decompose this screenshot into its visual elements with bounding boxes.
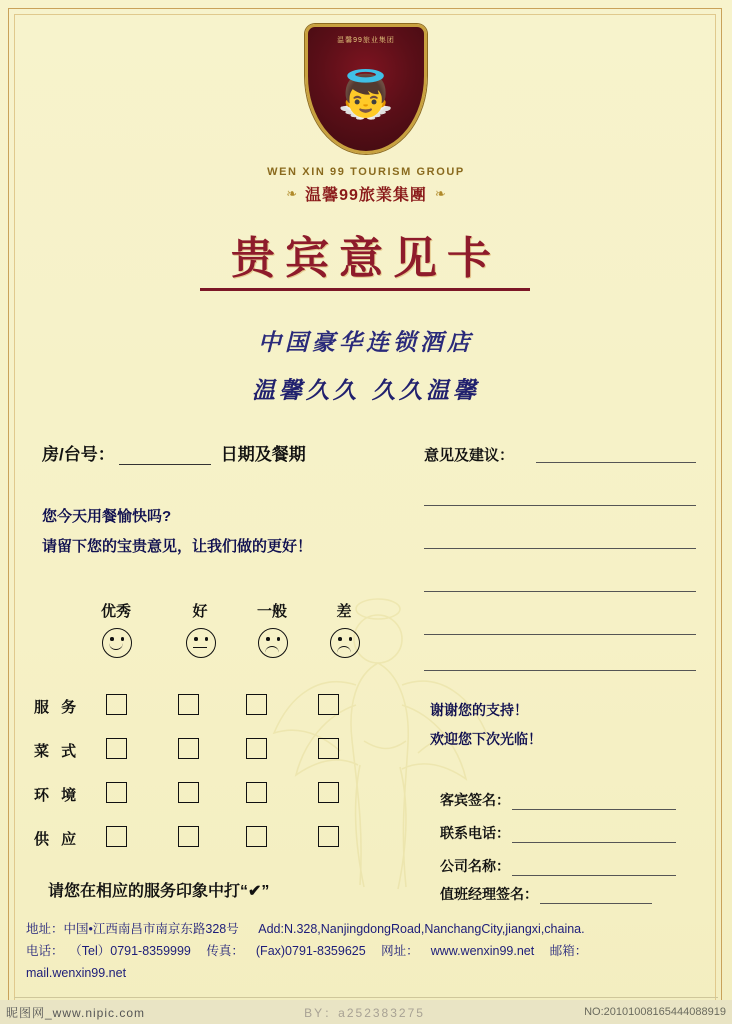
checkbox-environment-good[interactable] [178,782,199,803]
room-number-input[interactable] [119,448,211,465]
opinion-input-line-6[interactable] [424,670,696,671]
company-name-label: 公司名称： [440,858,510,874]
rating-face-row [42,628,372,668]
checkbox-dishes-average[interactable] [246,738,267,759]
watermark-id: NO:20101008165444088919 [584,1006,726,1018]
duty-manager-input[interactable] [540,889,652,904]
criteria-label-environment: 环 境 [34,787,81,804]
checkbox-service-average[interactable] [246,694,267,715]
rating-header-poor: 差 [336,603,352,620]
checkbox-dishes-excellent[interactable] [106,738,127,759]
page-title: 贵宾意见卡 [231,233,501,284]
checkbox-dishes-poor[interactable] [318,738,339,759]
checkbox-service-good[interactable] [178,694,199,715]
footer-contact-row [26,940,706,984]
criteria-label-supply: 供 应 [34,831,81,848]
checkbox-supply-poor[interactable] [318,826,339,847]
smiley-sad-icon [258,628,288,658]
brand-chinese-row [286,182,446,205]
flourish-left-icon: ❧ [286,185,298,201]
criteria-label-service: 服 务 [34,699,81,716]
checkbox-environment-poor[interactable] [318,782,339,803]
brand-chinese-name: 温馨99旅業集團 [305,187,427,204]
question-text-2: 请留下您的宝贵意见，让我们做的更好！ [42,538,313,555]
stock-watermark-bar [0,1000,732,1024]
footer-mail-value[interactable]: mail.wenxin99.net [26,966,127,980]
footer-fax-value: (Fax)0791-8359625 [255,944,366,958]
checkbox-supply-excellent[interactable] [106,826,127,847]
footer-address-row [26,918,706,940]
contact-phone-input[interactable] [512,828,676,843]
opinion-label: 意见及建议： [424,447,515,464]
check-instruction-note: 请您在相应的服务印象中打“✔” [48,883,270,900]
footer-tel-label: 电话： [26,944,64,958]
criteria-label-dishes: 菜 式 [34,743,81,760]
footer-contact-block [26,918,706,984]
title-divider [200,288,530,291]
watermark-site-name: 昵图网_www.nipic.com [6,1005,146,1020]
checkbox-supply-good[interactable] [178,826,199,847]
checkbox-dishes-good[interactable] [178,738,199,759]
footer-fax-label: 传真： [206,944,244,958]
opinion-input-line-4[interactable] [424,591,696,592]
opinion-input-line-5[interactable] [424,634,696,635]
opinion-input-line-3[interactable] [424,548,696,549]
shield-top-text: 温馨99旅业集团 [337,37,395,44]
footer-address-en: Add:N.328,NanjingdongRoad,NanchangCity,jiangxi,chaina. [258,922,585,936]
footer-divider [14,997,718,998]
checkbox-service-poor[interactable] [318,694,339,715]
checkbox-service-excellent[interactable] [106,694,127,715]
guest-signature-input[interactable] [512,795,676,810]
footer-tel-value: （Tel）0791-8359999 [75,944,191,958]
rating-header-excellent: 优秀 [100,603,131,620]
brand-english-name: WEN XIN 99 TOURISM GROUP [267,166,465,178]
watermark-author: BY：a252383275 [304,1005,425,1020]
duty-manager-label: 值班经理签名： [440,886,538,902]
footer-web-label: 网址： [381,944,419,958]
angel-icon: 👼 [337,68,395,120]
footer-web-value[interactable]: www.wenxin99.net [430,944,535,958]
checkbox-supply-average[interactable] [246,826,267,847]
shield-emblem [305,24,427,154]
rating-header-average: 一般 [256,603,287,620]
room-number-row [42,440,306,465]
smiley-happy-icon [102,628,132,658]
thanks-text-1: 谢谢您的支持！ [430,702,528,718]
checkbox-environment-excellent[interactable] [106,782,127,803]
footer-address-cn: 中国•江西南昌市南京东路328号 [63,922,239,936]
contact-phone-label: 联系电话： [440,825,510,841]
checkbox-environment-average[interactable] [246,782,267,803]
footer-mail-label: 邮箱： [549,944,588,958]
opinion-input-line-2[interactable] [424,505,696,506]
guest-signature-label: 客宾签名： [440,792,510,808]
smiley-neutral-icon [186,628,216,658]
slogan-line-1: 中国豪华连锁酒店 [258,329,474,356]
opinion-input-line-1[interactable] [536,462,696,463]
company-name-input[interactable] [512,861,676,876]
footer-address-label: 地址： [26,922,64,936]
brand-logo [0,24,732,205]
flourish-right-icon: ❧ [434,185,446,201]
question-text-1: 您今天用餐愉快吗? [42,508,172,525]
date-meal-label: 日期及餐期 [220,445,306,464]
slogan-line-2: 温馨久久 久久温馨 [251,377,480,404]
thanks-text-2: 欢迎您下次光临！ [430,731,542,747]
rating-header-good: 好 [192,603,208,620]
room-number-label: 房/台号： [42,445,115,464]
smiley-frown-icon [330,628,360,658]
